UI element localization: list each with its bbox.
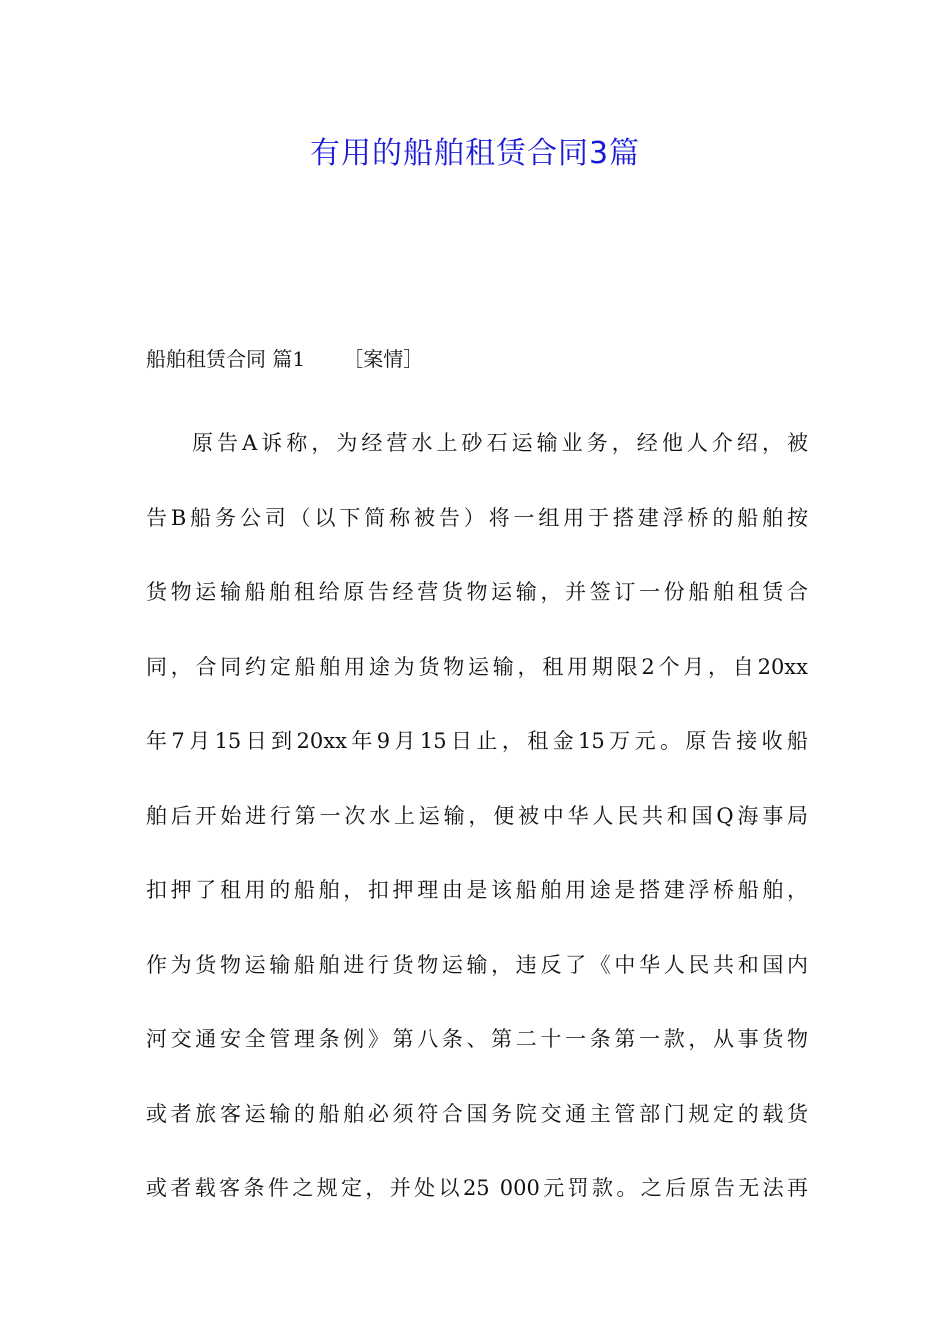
paragraph-line: 作为货物运输船舶进行货物运输，违反了《中华人民共和国内	[146, 952, 808, 977]
paragraph-line: 舶后开始进行第一次水上运输，便被中华人民共和国Q海事局	[146, 803, 808, 828]
paragraph-line: 同，合同约定船舶用途为货物运输，租用期限2个月，自20xx	[146, 654, 808, 679]
section-heading: 船舶租赁合同 篇1 ［案情］	[146, 347, 424, 371]
paragraph-line: 年7月15日到20xx年9月15日止，租金15万元。原告接收船	[146, 729, 808, 753]
document-title: 有用的船舶租赁合同3篇	[309, 136, 641, 171]
paragraph-line: 扣押了租用的船舶，扣押理由是该船舶用途是搭建浮桥船舶，	[146, 878, 808, 902]
paragraph-line: 或者旅客运输的船舶必须符合国务院交通主管部门规定的载货	[146, 1101, 808, 1126]
paragraph-line: 或者载客条件之规定，并处以25 000元罚款。之后原告无法再	[146, 1176, 808, 1200]
paragraph-line: 货物运输船舶租给原告经营货物运输，并签订一份船舶租赁合	[146, 580, 808, 604]
body-paragraph	[146, 406, 808, 1226]
paragraph-line: 原告A诉称，为经营水上砂石运输业务，经他人介绍，被	[192, 431, 808, 455]
paragraph-line: 河交通安全管理条例》第八条、第二十一条第一款，从事货物	[146, 1027, 808, 1051]
paragraph-line: 告B船务公司（以下简称被告）将一组用于搭建浮桥的船舶按	[146, 505, 808, 530]
